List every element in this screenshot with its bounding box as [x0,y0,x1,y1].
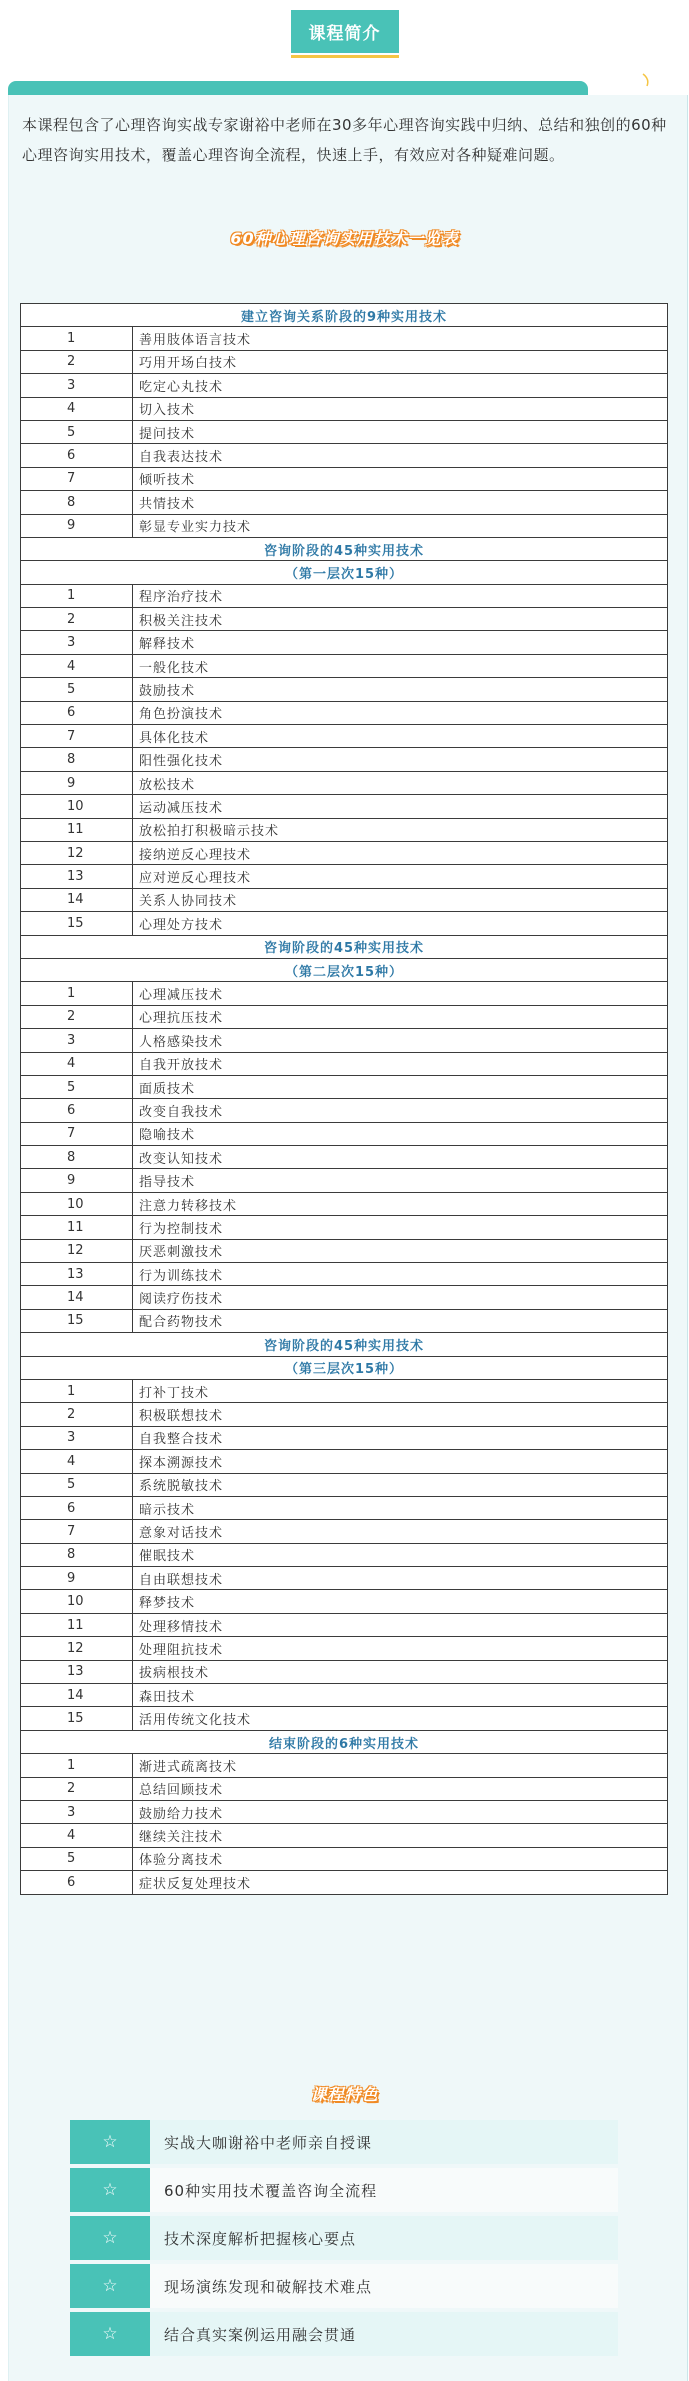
technique-name: 暗示技术 [133,1496,668,1519]
technique-name: 渐进式疏离技术 [133,1754,668,1777]
technique-name: 继续关注技术 [133,1824,668,1847]
row-number: 10 [21,795,133,818]
row-number: 4 [21,1052,133,1075]
technique-name: 配合药物技术 [133,1309,668,1332]
technique-name: 具体化技术 [133,725,668,748]
technique-name: 探本溯源技术 [133,1450,668,1473]
row-number: 13 [21,1263,133,1286]
technique-name: 催眠技术 [133,1543,668,1566]
row-number: 9 [21,1169,133,1192]
table-row [21,1052,668,1075]
technique-name: 鼓励给力技术 [133,1801,668,1824]
table-row [21,1847,668,1870]
table-section-header-row [21,537,668,560]
row-number: 13 [21,1660,133,1683]
technique-name: 放松技术 [133,771,668,794]
section-header: （第一层次15种） [21,561,668,584]
section-header: （第二层次15种） [21,958,668,981]
row-number: 7 [21,1520,133,1543]
table-row [21,1099,668,1122]
table-row [21,841,668,864]
technique-name: 改变认知技术 [133,1146,668,1169]
row-number: 3 [21,374,133,397]
technique-name: 鼓励技术 [133,678,668,701]
technique-name: 活用传统文化技术 [133,1707,668,1730]
section-header: 咨询阶段的45种实用技术 [21,935,668,958]
star-icon: ☆ [70,2264,150,2308]
table-row [21,1590,668,1613]
row-number: 15 [21,912,133,935]
technique-name: 共情技术 [133,491,668,514]
table-row [21,748,668,771]
technique-name: 巧用开场白技术 [133,350,668,373]
row-number: 13 [21,865,133,888]
row-number: 4 [21,397,133,420]
technique-name: 释梦技术 [133,1590,668,1613]
table-row [21,1403,668,1426]
row-number: 6 [21,1496,133,1519]
row-number: 8 [21,1146,133,1169]
technique-name: 心理抗压技术 [133,1005,668,1028]
row-number: 1 [21,982,133,1005]
technique-name: 自我整合技术 [133,1426,668,1449]
table-row [21,1637,668,1660]
star-icon: ☆ [70,2168,150,2212]
technique-name: 倾听技术 [133,467,668,490]
table-row [21,1192,668,1215]
feature-item [70,2120,618,2164]
row-number: 11 [21,1216,133,1239]
row-number: 10 [21,1590,133,1613]
technique-name: 森田技术 [133,1684,668,1707]
row-number: 1 [21,584,133,607]
technique-name: 总结回顾技术 [133,1777,668,1800]
row-number: 2 [21,608,133,631]
features-list [70,2120,618,2360]
table-row [21,1801,668,1824]
table-row [21,1450,668,1473]
feature-text: 结合真实案例运用融会贯通 [164,2325,357,2344]
row-number: 5 [21,1473,133,1496]
section-header: 建立咨询关系阶段的9种实用技术 [21,304,668,327]
table-row [21,701,668,724]
table-row [21,1707,668,1730]
row-number: 5 [21,1847,133,1870]
table-row [21,1216,668,1239]
table-row [21,350,668,373]
row-number: 11 [21,818,133,841]
table-row [21,374,668,397]
row-number: 10 [21,1192,133,1215]
table-row [21,1777,668,1800]
row-number: 12 [21,1239,133,1262]
star-icon: ☆ [70,2216,150,2260]
table-title: 60种心理咨询实用技术一览表 [230,229,459,248]
table-row [21,1567,668,1590]
row-number: 7 [21,1122,133,1145]
row-number: 2 [21,1403,133,1426]
row-number: 4 [21,654,133,677]
technique-name: 症状反复处理技术 [133,1871,668,1894]
table-section-header-row [21,1333,668,1356]
table-row [21,1005,668,1028]
table-row [21,654,668,677]
technique-name: 意象对话技术 [133,1520,668,1543]
table-row [21,608,668,631]
technique-name: 自由联想技术 [133,1567,668,1590]
row-number: 2 [21,350,133,373]
table-row [21,865,668,888]
row-number: 14 [21,1286,133,1309]
table-row [21,725,668,748]
technique-name: 角色扮演技术 [133,701,668,724]
row-number: 14 [21,888,133,911]
row-number: 5 [21,420,133,443]
technique-name: 拔病根技术 [133,1660,668,1683]
table-row [21,1146,668,1169]
row-number: 1 [21,1379,133,1402]
technique-name: 厌恶刺激技术 [133,1239,668,1262]
technique-name: 彰显专业实力技术 [133,514,668,537]
table-row [21,491,668,514]
table-row [21,1169,668,1192]
technique-name: 改变自我技术 [133,1099,668,1122]
row-number: 12 [21,1637,133,1660]
section-header: 咨询阶段的45种实用技术 [21,1333,668,1356]
technique-name: 阅读疗伤技术 [133,1286,668,1309]
course-intro-badge: 课程简介 [291,10,399,53]
table-row [21,397,668,420]
star-icon: ☆ [70,2312,150,2356]
technique-name: 接纳逆反心理技术 [133,841,668,864]
table-row [21,888,668,911]
technique-name: 积极联想技术 [133,1403,668,1426]
section-header: 结束阶段的6种实用技术 [21,1730,668,1753]
techniques-table [20,303,668,1895]
table-row [21,1122,668,1145]
table-row [21,444,668,467]
table-row [21,795,668,818]
header-badge-wrap [0,10,689,53]
feature-text: 技术深度解析把握核心要点 [164,2229,357,2248]
row-number: 2 [21,1777,133,1800]
table-row [21,631,668,654]
table-row [21,327,668,350]
technique-name: 心理处方技术 [133,912,668,935]
row-number: 5 [21,1075,133,1098]
technique-name: 注意力转移技术 [133,1192,668,1215]
technique-name: 处理阻抗技术 [133,1637,668,1660]
technique-name: 行为控制技术 [133,1216,668,1239]
technique-name: 程序治疗技术 [133,584,668,607]
technique-name: 阳性强化技术 [133,748,668,771]
technique-name: 应对逆反心理技术 [133,865,668,888]
technique-name: 面质技术 [133,1075,668,1098]
feature-text: 实战大咖谢裕中老师亲自授课 [164,2133,373,2152]
table-section-header-row [21,1730,668,1753]
table-row [21,1075,668,1098]
row-number: 6 [21,701,133,724]
table-row [21,1029,668,1052]
row-number: 4 [21,1450,133,1473]
row-number: 15 [21,1707,133,1730]
table-section-header-row [21,958,668,981]
technique-name: 吃定心丸技术 [133,374,668,397]
table-row [21,1286,668,1309]
row-number: 6 [21,1871,133,1894]
table-section-header-row [21,561,668,584]
row-number: 9 [21,1567,133,1590]
technique-name: 隐喻技术 [133,1122,668,1145]
row-number: 7 [21,725,133,748]
technique-name: 打补丁技术 [133,1379,668,1402]
technique-name: 善用肢体语言技术 [133,327,668,350]
row-number: 9 [21,771,133,794]
technique-name: 行为训练技术 [133,1263,668,1286]
table-row [21,514,668,537]
table-row [21,467,668,490]
features-title: 课程特色 [310,2085,379,2104]
table-row [21,1824,668,1847]
table-row [21,1426,668,1449]
table-row [21,1684,668,1707]
row-number: 3 [21,1426,133,1449]
table-row [21,1263,668,1286]
row-number: 1 [21,327,133,350]
technique-name: 放松拍打积极暗示技术 [133,818,668,841]
technique-name: 处理移情技术 [133,1613,668,1636]
table-row [21,678,668,701]
table-row [21,584,668,607]
row-number: 2 [21,1005,133,1028]
row-number: 1 [21,1754,133,1777]
row-number: 3 [21,1801,133,1824]
intro-text: 本课程包含了心理咨询实战专家谢裕中老师在30多年心理咨询实践中归纳、总结和独创的60种心理咨询实用技术，覆盖心理咨询全流程，快速上手，有效应对各种疑难问题。 [22,116,667,164]
table-row [21,1871,668,1894]
table-section-header-row [21,304,668,327]
table-row [21,1379,668,1402]
table-row [21,420,668,443]
row-number: 8 [21,1543,133,1566]
section-header: 咨询阶段的45种实用技术 [21,537,668,560]
row-number: 8 [21,491,133,514]
feature-text: 60种实用技术覆盖咨询全流程 [164,2181,378,2200]
technique-name: 自我表达技术 [133,444,668,467]
section-header: （第三层次15种） [21,1356,668,1379]
leaf-decoration-icon [641,73,651,87]
row-number: 3 [21,1029,133,1052]
row-number: 14 [21,1684,133,1707]
technique-name: 关系人协同技术 [133,888,668,911]
table-section-header-row [21,1356,668,1379]
technique-name: 心理减压技术 [133,982,668,1005]
feature-item [70,2312,618,2356]
table-row [21,1496,668,1519]
table-row [21,771,668,794]
technique-name: 指导技术 [133,1169,668,1192]
table-row [21,912,668,935]
table-row [21,1754,668,1777]
technique-name: 人格感染技术 [133,1029,668,1052]
row-number: 3 [21,631,133,654]
row-number: 9 [21,514,133,537]
table-row [21,1473,668,1496]
row-number: 11 [21,1613,133,1636]
table-row [21,1613,668,1636]
table-row [21,1543,668,1566]
technique-name: 解释技术 [133,631,668,654]
technique-name: 自我开放技术 [133,1052,668,1075]
table-row [21,1239,668,1262]
technique-name: 积极关注技术 [133,608,668,631]
table-row [21,1309,668,1332]
row-number: 6 [21,1099,133,1122]
table-row [21,818,668,841]
row-number: 6 [21,444,133,467]
table-row [21,982,668,1005]
row-number: 12 [21,841,133,864]
row-number: 5 [21,678,133,701]
row-number: 8 [21,748,133,771]
table-section-header-row [21,935,668,958]
panel-top-bar [8,81,588,95]
feature-text: 现场演练发现和破解技术难点 [164,2277,373,2296]
feature-item [70,2168,618,2212]
feature-item [70,2216,618,2260]
technique-name: 一般化技术 [133,654,668,677]
star-icon: ☆ [70,2120,150,2164]
row-number: 7 [21,467,133,490]
row-number: 4 [21,1824,133,1847]
technique-name: 切入技术 [133,397,668,420]
table-row [21,1520,668,1543]
row-number: 15 [21,1309,133,1332]
feature-item [70,2264,618,2308]
table-row [21,1660,668,1683]
technique-name: 提问技术 [133,420,668,443]
technique-name: 运动减压技术 [133,795,668,818]
technique-name: 系统脱敏技术 [133,1473,668,1496]
technique-name: 体验分离技术 [133,1847,668,1870]
